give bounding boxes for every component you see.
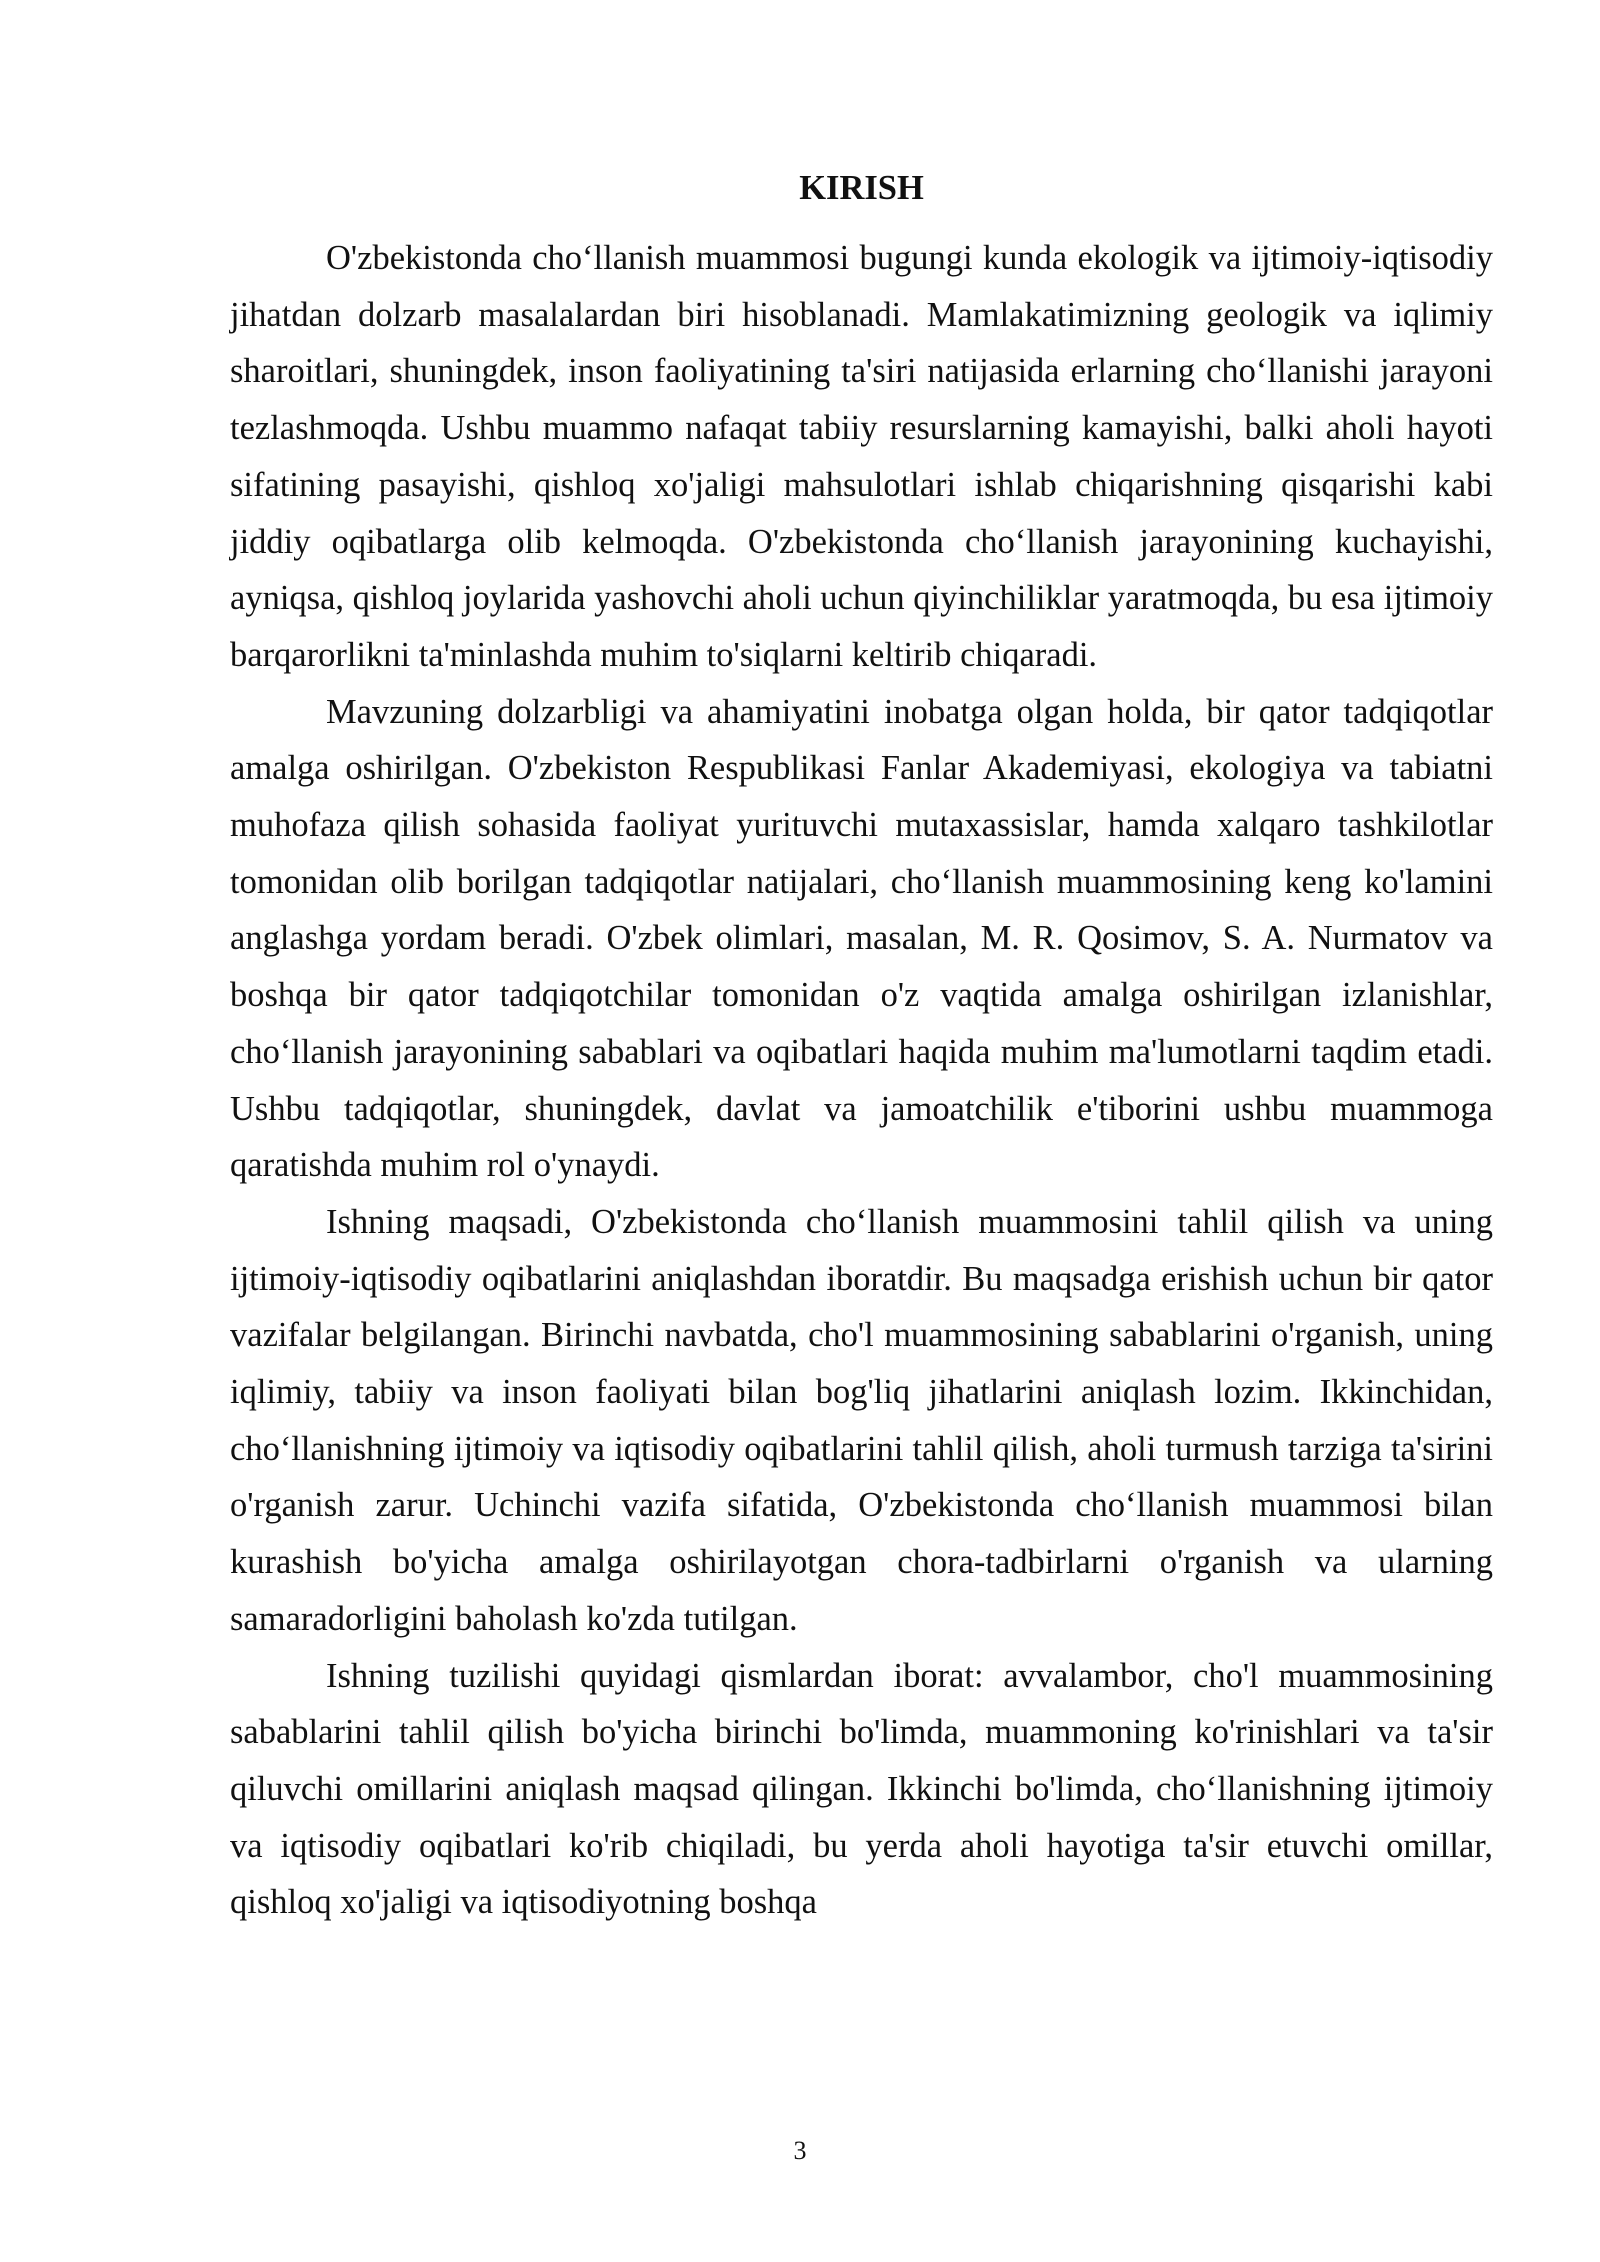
paragraph: Mavzuning dolzarbligi va ahamiyatini inobatga olgan holda, bir qator tadqiqotlar amalga oshirilgan. O'zbekiston Respublikasi Fanlar Akademiyasi, ekologiya va tabiatni muhofaza qilish sohasida faoliyat yurituvchi mutaxassislar, hamda xalqaro tashkilotlar tomonidan olib borilgan tadqiqotlar natijalari, cho‘llanish muammosining keng ko'lamini anglashga yordam beradi. O'zbek olimlari, masalan, M. R. Qosimov, S. A. Nurmatov va boshqa bir qator tadqiqotchilar tomonidan o'z vaqtida amalga oshirilgan izlanishlar, cho‘llanish jarayonining sabablari va oqibatlari haqida muhim ma'lumotlarni taqdim etadi. Ushbu tadqiqotlar, shuningdek, davlat va jamoatchilik e'tiborini ushbu muammoga qaratishda muhim rol o'ynaydi. [230,692,1493,1185]
paragraph: Ishning maqsadi, O'zbekistonda cho‘llanish muammosini tahlil qilish va uning ijtimoiy-iqtisodiy oqibatlarini aniqlashdan iboratdir. Bu maqsadga erishish uchun bir qator vazifalar belgilangan. Birinchi navbatda, cho'l muammosining sabablarini o'rganish, uning iqlimiy, tabiiy va inson faoliyati bilan bog'liq jihatlarini aniqlash lozim. Ikkinchidan, cho‘llanishning ijtimoiy va iqtisodiy oqibatlarini tahlil qilish, aholi turmush tarziga ta'sirini o'rganish zarur. Uchinchi vazifa sifatida, O'zbekistonda cho‘llanish muammosi bilan kurashish bo'yicha amalga oshirilayotgan chora-tadbirlarni o'rganish va ularning samaradorligini baholash ko'zda tutilgan. [230,1202,1493,1638]
page-number: 3 [793,2136,807,2165]
paragraph: Ishning tuzilishi quyidagi qismlardan iborat: avvalambor, cho'l muammosining sabablarini tahlil qilish bo'yicha birinchi bo'limda, muammoning ko'rinishlari va ta'sir qiluvchi omillarini aniqlash maqsad qilingan. Ikkinchi bo'limda, cho‘llanishning ijtimoiy va iqtisodiy oqibatlari ko'rib chiqiladi, bu yerda aholi hayotiga ta'sir etuvchi omillar, qishloq xo'jaligi va iqtisodiyotning boshqa [230,1656,1493,1922]
section-title: KIRISH [799,169,924,207]
paragraph: O'zbekistonda cho‘llanish muammosi bugungi kunda ekologik va ijtimoiy-iqtisodiy jihatdan dolzarb masalalardan biri hisoblanadi. Mamlakatimizning geologik va iqlimiy sharoitlari, shuningdek, inson faoliyatining ta'siri natijasida erlarning cho‘llanishi jarayoni tezlashmoqda. Ushbu muammo nafaqat tabiiy resurslarning kamayishi, balki aholi hayoti sifatining pasayishi, qishloq xo'jaligi mahsulotlari ishlab chiqarishning qisqarishi kabi jiddiy oqibatlarga olib kelmoqda. O'zbekistonda cho‘llanish jarayonining kuchayishi, ayniqsa, qishloq joylarida yashovchi aholi uchun qiyinchiliklar yaratmoqda, bu esa ijtimoiy barqarorlikni ta'minlashda muhim to'siqlarni keltirib chiqaradi. [230,239,1493,674]
page-body [230,160,1493,1931]
